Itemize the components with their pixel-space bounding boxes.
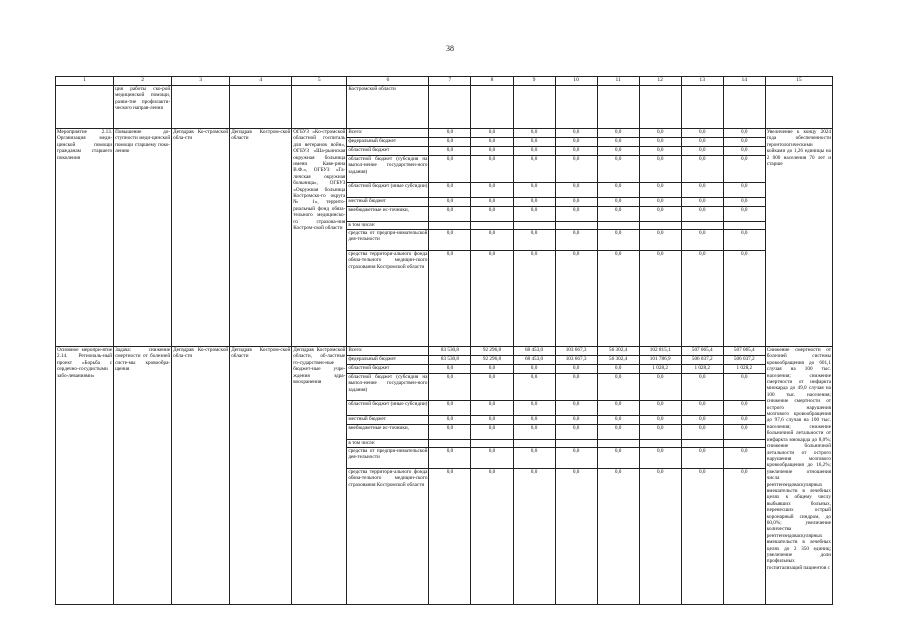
funding-value	[471, 440, 513, 448]
funding-value	[471, 222, 513, 230]
funding-value: 0,0	[555, 147, 597, 156]
funding-value: 0,0	[471, 147, 513, 156]
funding-value: 92 296,8	[471, 356, 513, 365]
funding-source: областной бюджет	[347, 365, 429, 374]
funding-value	[639, 222, 681, 230]
funding-value: 0,0	[471, 207, 513, 222]
header-row	[56, 77, 833, 86]
funding-value: 0,0	[429, 425, 471, 440]
funding-value	[555, 440, 597, 448]
funding-value: 0,0	[471, 138, 513, 147]
funding-source: областной бюджет	[347, 147, 429, 156]
funding-source: в том числе:	[347, 222, 429, 230]
funding-value: 506 037,2	[681, 356, 723, 365]
measure-name: Основное меропри-ятие 2.14. Региональ-ный проект «Борьба с сердечно-сосудистыми забо-леваниями»	[56, 347, 114, 605]
funding-value: 0,0	[429, 147, 471, 156]
funding-value: 0,0	[597, 129, 639, 138]
funding-value: 0,0	[555, 401, 597, 416]
funding-value: 0,0	[429, 365, 471, 374]
funding-value: 0,0	[723, 198, 765, 207]
funding-value: 0,0	[597, 416, 639, 425]
funding-source: средства территори-ального фонда обяза-тельного медицин-ского страхования Костромской области	[347, 469, 429, 605]
funding-value: 0,0	[555, 448, 597, 469]
funding-value: 0,0	[471, 230, 513, 251]
funding-value: 0,0	[639, 374, 681, 401]
continuation-source: Костромской области	[347, 86, 429, 129]
funding-value: 0,0	[639, 138, 681, 147]
funding-source: средства от предпри-нимательской дея-тельности	[347, 448, 429, 469]
funding-value: 101 786,9	[639, 356, 681, 365]
funding-value: 0,0	[429, 374, 471, 401]
funding-value: 102 815,1	[639, 347, 681, 356]
funding-source: областной бюджет (иные субсидии)	[347, 401, 429, 416]
funding-value: 0,0	[513, 129, 555, 138]
funding-value: 0,0	[471, 251, 513, 347]
funding-value: 0,0	[555, 129, 597, 138]
funding-source: местный бюджет	[347, 416, 429, 425]
funding-value: 0,0	[639, 425, 681, 440]
funding-value: 0,0	[681, 448, 723, 469]
funding-value: 0,0	[471, 198, 513, 207]
funding-value: 0,0	[471, 448, 513, 469]
funding-value: 0,0	[723, 207, 765, 222]
funding-value: 0,0	[513, 469, 555, 605]
funding-value: 0,0	[723, 448, 765, 469]
funding-value: 0,0	[639, 129, 681, 138]
funding-source: средства территори-ального фонда обяза-тельного медицин-ского страхования Костромской области	[347, 251, 429, 347]
funding-value: 0,0	[429, 129, 471, 138]
funding-value: 0,0	[555, 425, 597, 440]
funding-value: 0,0	[513, 425, 555, 440]
funding-value: 0,0	[513, 183, 555, 198]
funding-value: 0,0	[723, 469, 765, 605]
funding-value: 0,0	[555, 365, 597, 374]
funding-value: 0,0	[597, 230, 639, 251]
funding-value: 0,0	[429, 138, 471, 147]
header-col-8: 8	[471, 77, 513, 86]
funding-source: областной бюджет (субсидия на выпол-нение государствен-ного задания)	[347, 374, 429, 401]
funding-value: 0,0	[639, 469, 681, 605]
budget-table	[55, 76, 833, 605]
funding-value: 0,0	[429, 401, 471, 416]
funding-source: внебюджетные ис-точники,	[347, 425, 429, 440]
funding-value: 0,0	[639, 198, 681, 207]
page-number: 38	[446, 44, 454, 53]
funding-value: 0,0	[513, 448, 555, 469]
funding-value: 0,0	[555, 469, 597, 605]
funding-value: 0,0	[597, 401, 639, 416]
funding-value: 0,0	[597, 156, 639, 183]
funding-value: 507 065,4	[681, 347, 723, 356]
funding-value: 0,0	[681, 251, 723, 347]
header-col-14: 14	[723, 77, 765, 86]
funding-value: 0,0	[429, 207, 471, 222]
funding-value: 0,0	[429, 230, 471, 251]
funding-value: 0,0	[597, 251, 639, 347]
funding-value: 0,0	[513, 156, 555, 183]
continuation-row	[56, 86, 833, 129]
finance-row	[56, 129, 833, 138]
header-col-7: 7	[429, 77, 471, 86]
funding-value: 0,0	[681, 425, 723, 440]
funding-value: 0,0	[429, 251, 471, 347]
funding-value	[597, 440, 639, 448]
funding-value: 103 667,3	[555, 347, 597, 356]
funding-value: 0,0	[639, 147, 681, 156]
funding-value: 0,0	[513, 416, 555, 425]
funding-value: 0,0	[429, 198, 471, 207]
funding-value	[723, 440, 765, 448]
funding-value: 0,0	[471, 129, 513, 138]
funding-value: 0,0	[639, 207, 681, 222]
header-col-10: 10	[555, 77, 597, 86]
funding-value	[429, 440, 471, 448]
header-col-1: 1	[56, 77, 114, 86]
funding-value: 0,0	[597, 147, 639, 156]
funding-value	[429, 222, 471, 230]
funding-value: 1 028,2	[639, 365, 681, 374]
funding-source: областной бюджет (субсидия на выпол-нение государствен-ного задания)	[347, 156, 429, 183]
funding-value	[513, 222, 555, 230]
funding-value: 0,0	[723, 251, 765, 347]
funding-value: 0,0	[681, 469, 723, 605]
funding-source: Всего:	[347, 347, 429, 356]
funding-value: 0,0	[555, 183, 597, 198]
funding-value: 0,0	[639, 251, 681, 347]
funding-value: 0,0	[429, 416, 471, 425]
funding-value	[513, 440, 555, 448]
funding-source: внебюджетные ис-точники,	[347, 207, 429, 222]
funding-value: 0,0	[639, 183, 681, 198]
measure-task: Повышение до-ступности меди-цинской помощи старшему поко-лению	[114, 129, 172, 347]
funding-value: 0,0	[639, 416, 681, 425]
funding-value: 0,0	[513, 365, 555, 374]
funding-source: областной бюджет (иные субсидии)	[347, 183, 429, 198]
funding-value: 0,0	[429, 469, 471, 605]
measure-name: Мероприятие 2.13. Организация меди-цинской помощи гражданам старшего поколения	[56, 129, 114, 347]
funding-value	[639, 440, 681, 448]
funding-value: 0,0	[639, 448, 681, 469]
funding-value	[681, 440, 723, 448]
funding-source: федеральный бюджет	[347, 356, 429, 365]
funding-value: 0,0	[639, 401, 681, 416]
funding-value: 103 667,3	[555, 356, 597, 365]
funding-value: 0,0	[723, 147, 765, 156]
measure-participants: ОГБУЗ «Ко-стромской областной госпиталь для ветеранов войн», ОГБУЗ «Ша-рьинская окружная больница имени Каве-рина В.Ф.», ОГБУЗ «Га-личская окружная больница», ОГБУЗ «Окружная больница Костромско-го округа № 1», террито-риальный фонд обяза-тельного медицинско-го страхова-ния Костром-ской области	[292, 129, 347, 347]
funding-value: 0,0	[681, 198, 723, 207]
funding-value: 0,0	[597, 425, 639, 440]
funding-value	[723, 222, 765, 230]
funding-value: 0,0	[681, 416, 723, 425]
funding-value: 0,0	[597, 448, 639, 469]
funding-value: 83 530,8	[429, 347, 471, 356]
funding-value: 0,0	[723, 138, 765, 147]
funding-value: 0,0	[555, 156, 597, 183]
funding-value: 0,0	[681, 138, 723, 147]
funding-value: 0,0	[471, 374, 513, 401]
finance-row	[56, 347, 833, 356]
measure-responsible: Депздрав Костром-ской области	[230, 129, 292, 347]
funding-value: 0,0	[429, 183, 471, 198]
measure-coordinator: Депздрав Ко-стромской обла-сти	[172, 129, 230, 347]
funding-value: 0,0	[513, 147, 555, 156]
funding-value: 1 028,2	[723, 365, 765, 374]
funding-value: 0,0	[429, 156, 471, 183]
funding-value: 0,0	[471, 425, 513, 440]
funding-value: 0,0	[429, 448, 471, 469]
funding-value: 0,0	[513, 230, 555, 251]
funding-value: 0,0	[681, 230, 723, 251]
funding-value: 0,0	[723, 156, 765, 183]
measure-task: Задача: снижение смертности от болезней систе-мы кровообра-щения	[114, 347, 172, 605]
measure-result: Увеличение к концу 2024 года обеспеченности геронтологическими койками до 1,26 единицы на 2 000 населения 70 лет и старше	[765, 129, 832, 347]
funding-value: 0,0	[723, 374, 765, 401]
funding-value: 0,0	[555, 207, 597, 222]
funding-value: 0,0	[555, 230, 597, 251]
header-col-15: 15	[765, 77, 832, 86]
funding-value: 0,0	[723, 425, 765, 440]
funding-value: 0,0	[555, 251, 597, 347]
funding-value: 0,0	[681, 147, 723, 156]
funding-source: в том числе:	[347, 440, 429, 448]
funding-value: 68 453,0	[513, 356, 555, 365]
funding-value: 0,0	[597, 469, 639, 605]
funding-value: 0,0	[681, 374, 723, 401]
funding-value	[681, 222, 723, 230]
funding-value: 0,0	[555, 198, 597, 207]
funding-value: 506 037,2	[723, 356, 765, 365]
funding-value: 0,0	[513, 138, 555, 147]
funding-value: 0,0	[597, 207, 639, 222]
header-col-4: 4	[230, 77, 292, 86]
header-col-12: 12	[639, 77, 681, 86]
header-col-3: 3	[172, 77, 230, 86]
funding-value: 0,0	[681, 156, 723, 183]
funding-value: 0,0	[723, 230, 765, 251]
funding-value: 0,0	[597, 138, 639, 147]
funding-value: 0,0	[513, 374, 555, 401]
funding-value: 0,0	[471, 401, 513, 416]
funding-value: 56 302,4	[597, 347, 639, 356]
funding-value: 0,0	[597, 365, 639, 374]
funding-value: 1 028,2	[681, 365, 723, 374]
funding-value: 0,0	[723, 183, 765, 198]
funding-value: 68 453,0	[513, 347, 555, 356]
funding-value: 0,0	[471, 183, 513, 198]
measure-participants: Депздрав Костромской области, об-ластные го-сударствен-ные бюджет-ные учре-ждения здра-воохранения	[292, 347, 347, 605]
funding-source: средства от предпри-нимательской дея-тельности	[347, 230, 429, 251]
funding-source: местный бюджет	[347, 198, 429, 207]
funding-value: 0,0	[597, 374, 639, 401]
funding-value: 0,0	[723, 129, 765, 138]
header-col-11: 11	[597, 77, 639, 86]
header-col-2: 2	[114, 77, 172, 86]
funding-value: 0,0	[681, 207, 723, 222]
funding-value: 0,0	[513, 198, 555, 207]
funding-value: 0,0	[471, 156, 513, 183]
funding-value	[597, 222, 639, 230]
funding-value: 0,0	[513, 207, 555, 222]
funding-value: 0,0	[723, 416, 765, 425]
funding-source: Всего:	[347, 129, 429, 138]
funding-value: 0,0	[471, 469, 513, 605]
measure-coordinator: Депздрав Ко-стромской обла-сти	[172, 347, 230, 605]
funding-value: 0,0	[471, 416, 513, 425]
continuation-goal: ция работы ско-рой медицинской помощи, разви-тие профилакти-ческого направ-ления	[114, 86, 172, 129]
funding-value: 0,0	[723, 401, 765, 416]
header-col-6: 6	[347, 77, 429, 86]
measure-result: Снижение смертности от болезней системы кровообращения до 601,1 случая на 100 тыс. населения; снижение смертности от инфаркта миокарда до 49,0 случая на 100 тыс. населения; снижение смертности от острого нарушения мозгового кровообращения до 97,6 случая на 100 тыс. населения; снижение больничной летальности от инфаркта миокарда до 8,0%; снижение больничной летальности от острого нарушения мозгового кровообращения до 16,2%; увеличение отношения числа рентгенэндоваскулярных вмешательств в лечебных целях к общему числу выбывших больных, перенесших острый коронарный синдром, до 60,0%; увеличение количества рентгенэндоваскулярных вмешательств в лечебных целях до 2 350 единиц; увеличение доли профильных госпитализаций пациентов с	[765, 347, 832, 605]
header-col-13: 13	[681, 77, 723, 86]
funding-value	[555, 222, 597, 230]
funding-value: 83 530,8	[429, 356, 471, 365]
funding-value: 0,0	[681, 129, 723, 138]
measure-responsible: Депздрав Костром-ской области	[230, 347, 292, 605]
header-col-5: 5	[292, 77, 347, 86]
funding-value: 0,0	[513, 251, 555, 347]
funding-value: 0,0	[513, 401, 555, 416]
funding-value: 0,0	[597, 198, 639, 207]
funding-value: 0,0	[555, 416, 597, 425]
funding-value: 92 296,8	[471, 347, 513, 356]
header-col-9: 9	[513, 77, 555, 86]
funding-value: 56 302,4	[597, 356, 639, 365]
funding-value: 0,0	[471, 365, 513, 374]
funding-value: 0,0	[681, 401, 723, 416]
funding-value: 0,0	[555, 138, 597, 147]
funding-value: 0,0	[597, 183, 639, 198]
funding-value: 0,0	[639, 156, 681, 183]
funding-value: 0,0	[555, 374, 597, 401]
funding-source: федеральный бюджет	[347, 138, 429, 147]
funding-value: 507 065,4	[723, 347, 765, 356]
funding-value: 0,0	[681, 183, 723, 198]
funding-value: 0,0	[639, 230, 681, 251]
